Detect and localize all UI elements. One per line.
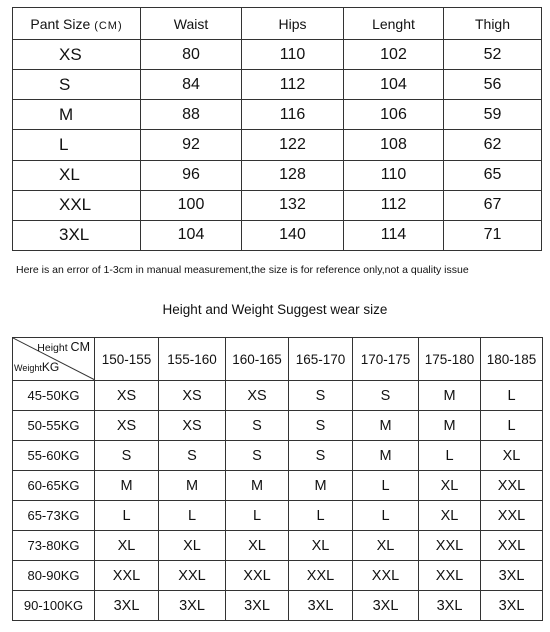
- size-cell: XXL: [353, 561, 419, 591]
- size-cell: 3XL: [95, 591, 159, 621]
- thigh-cell: 52: [444, 40, 542, 70]
- table-row: [13, 591, 543, 621]
- size-cell: XXL: [419, 561, 481, 591]
- size-cell: L: [419, 441, 481, 471]
- thigh-cell: 65: [444, 160, 542, 190]
- size-cell: XXL: [159, 561, 226, 591]
- size-cell: M: [159, 471, 226, 501]
- length-cell: 104: [344, 70, 444, 100]
- size-cell: M: [353, 441, 419, 471]
- size-cell: XS: [159, 411, 226, 441]
- size-table-header-row: [13, 8, 542, 40]
- size-cell: 3XL: [481, 591, 543, 621]
- size-cell: S: [95, 441, 159, 471]
- size-cell: S: [13, 70, 141, 100]
- size-cell: L: [289, 501, 353, 531]
- height-header: 165-170: [289, 338, 353, 381]
- size-cell: XL: [353, 531, 419, 561]
- waist-cell: 88: [141, 100, 242, 130]
- size-cell: XXL: [95, 561, 159, 591]
- suggest-header-row: [13, 338, 543, 381]
- size-cell: XS: [95, 381, 159, 411]
- waist-cell: 100: [141, 190, 242, 220]
- table-row: [13, 70, 542, 100]
- size-cell: 3XL: [419, 591, 481, 621]
- size-cell: S: [353, 381, 419, 411]
- waist-cell: 104: [141, 220, 242, 250]
- weight-cell: 45-50KG: [13, 381, 95, 411]
- height-header: 175-180: [419, 338, 481, 381]
- thigh-cell: 67: [444, 190, 542, 220]
- table-row: [13, 561, 543, 591]
- height-header: 180-185: [481, 338, 543, 381]
- measurement-note: Here is an error of 1-3cm in manual measurement,the size is for reference only,not a quality issue: [16, 264, 469, 276]
- size-cell: XXL: [481, 501, 543, 531]
- size-cell: L: [13, 130, 141, 160]
- table-row: [13, 501, 543, 531]
- header-length: Lenght: [344, 8, 444, 40]
- thigh-cell: 62: [444, 130, 542, 160]
- table-row: [13, 220, 542, 250]
- size-cell: S: [226, 441, 289, 471]
- table-row: [13, 100, 542, 130]
- size-cell: S: [159, 441, 226, 471]
- weight-cell: 65-73KG: [13, 501, 95, 531]
- size-cell: XL: [419, 501, 481, 531]
- size-cell: M: [95, 471, 159, 501]
- table-row: [13, 471, 543, 501]
- table-row: [13, 531, 543, 561]
- waist-cell: 92: [141, 130, 242, 160]
- size-cell: L: [481, 411, 543, 441]
- header-unit: (CM): [94, 19, 123, 32]
- header-pant-size: [13, 8, 141, 40]
- size-cell: M: [419, 411, 481, 441]
- length-cell: 114: [344, 220, 444, 250]
- suggest-size-table: [12, 337, 543, 621]
- header-hips: Hips: [242, 8, 344, 40]
- table-row: [13, 190, 542, 220]
- size-cell: S: [289, 441, 353, 471]
- thigh-cell: 56: [444, 70, 542, 100]
- hips-cell: 110: [242, 40, 344, 70]
- size-cell: L: [95, 501, 159, 531]
- size-cell: XXL: [481, 471, 543, 501]
- corner-weight-label: WeightKG: [14, 360, 60, 374]
- size-cell: 3XL: [289, 591, 353, 621]
- length-cell: 102: [344, 40, 444, 70]
- size-cell: XL: [481, 441, 543, 471]
- hips-cell: 140: [242, 220, 344, 250]
- weight-cell: 55-60KG: [13, 441, 95, 471]
- size-cell: XXL: [481, 531, 543, 561]
- height-header: 150-155: [95, 338, 159, 381]
- suggest-title: Height and Weight Suggest wear size: [162, 302, 388, 317]
- size-cell: 3XL: [159, 591, 226, 621]
- waist-cell: 96: [141, 160, 242, 190]
- hips-cell: 122: [242, 130, 344, 160]
- size-cell: XXL: [289, 561, 353, 591]
- size-cell: XXL: [13, 190, 141, 220]
- size-cell: XS: [95, 411, 159, 441]
- size-cell: L: [353, 501, 419, 531]
- table-row: [13, 411, 543, 441]
- header-pant-size-label: Pant Size: [30, 15, 91, 32]
- weight-cell: 50-55KG: [13, 411, 95, 441]
- size-cell: XS: [226, 381, 289, 411]
- size-cell: L: [159, 501, 226, 531]
- size-cell: S: [289, 411, 353, 441]
- size-measurement-table: [12, 7, 542, 251]
- weight-cell: 73-80KG: [13, 531, 95, 561]
- size-cell: L: [226, 501, 289, 531]
- length-cell: 110: [344, 160, 444, 190]
- size-cell: M: [419, 381, 481, 411]
- size-cell: XL: [419, 471, 481, 501]
- hips-cell: 128: [242, 160, 344, 190]
- size-cell: XS: [13, 40, 141, 70]
- corner-cell: [13, 338, 95, 381]
- thigh-cell: 71: [444, 220, 542, 250]
- size-cell: 3XL: [481, 561, 543, 591]
- weight-cell: 90-100KG: [13, 591, 95, 621]
- header-thigh: Thigh: [444, 8, 542, 40]
- weight-cell: 60-65KG: [13, 471, 95, 501]
- waist-cell: 80: [141, 40, 242, 70]
- size-cell: S: [289, 381, 353, 411]
- size-cell: XXL: [226, 561, 289, 591]
- size-cell: L: [353, 471, 419, 501]
- size-cell: XL: [226, 531, 289, 561]
- header-waist: Waist: [141, 8, 242, 40]
- table-row: [13, 160, 542, 190]
- size-cell: M: [226, 471, 289, 501]
- size-cell: 3XL: [353, 591, 419, 621]
- size-cell: M: [353, 411, 419, 441]
- length-cell: 108: [344, 130, 444, 160]
- corner-height-label: Height CM: [37, 340, 90, 354]
- size-cell: M: [289, 471, 353, 501]
- height-header: 155-160: [159, 338, 226, 381]
- hips-cell: 116: [242, 100, 344, 130]
- size-cell: XL: [159, 531, 226, 561]
- thigh-cell: 59: [444, 100, 542, 130]
- hips-cell: 132: [242, 190, 344, 220]
- weight-cell: 80-90KG: [13, 561, 95, 591]
- size-cell: S: [226, 411, 289, 441]
- size-cell: M: [13, 100, 141, 130]
- size-cell: XS: [159, 381, 226, 411]
- table-row: [13, 130, 542, 160]
- size-cell: XXL: [419, 531, 481, 561]
- size-cell: XL: [95, 531, 159, 561]
- corner-height-unit: CM: [70, 340, 90, 354]
- corner-weight-unit: KG: [41, 360, 60, 374]
- table-row: [13, 40, 542, 70]
- table-row: [13, 381, 543, 411]
- size-cell: 3XL: [226, 591, 289, 621]
- height-header: 160-165: [226, 338, 289, 381]
- size-cell: XL: [13, 160, 141, 190]
- size-cell: 3XL: [13, 220, 141, 250]
- height-header: 170-175: [353, 338, 419, 381]
- size-cell: L: [481, 381, 543, 411]
- hips-cell: 112: [242, 70, 344, 100]
- length-cell: 112: [344, 190, 444, 220]
- table-row: [13, 441, 543, 471]
- waist-cell: 84: [141, 70, 242, 100]
- size-cell: XL: [289, 531, 353, 561]
- length-cell: 106: [344, 100, 444, 130]
